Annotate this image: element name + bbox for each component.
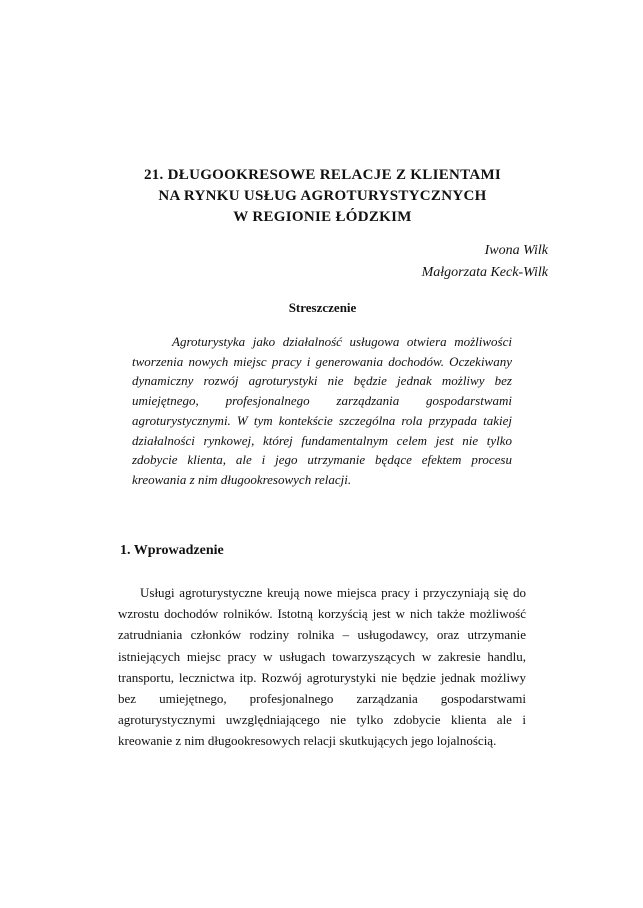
chapter-title-line-1: 21. DŁUGOOKRESOWE RELACJE Z KLIENTAMI: [143, 167, 502, 183]
section-heading: 1. Wprowadzenie: [120, 543, 224, 558]
abstract-heading: Streszczenie: [288, 300, 357, 315]
abstract-text: Agroturystyka jako działalność usługowa otwiera możliwości tworzenia nowych miejsc pracy i generowania dochodów. Oczekiwany dynamiczny rozwój agroturystyki nie będzie jednak możliwy bez umiejętnego, profesjonalnego zarządzania gospodarstwami agroturystycznymi. W tym kontekście szczególna rola przypada takiej działalności rynkowej, której fundamentalnym celem jest nie tylko zdobycie klienta, ale i jego utrzymanie będące efektem procesu kreowania z nim długookresowych relacji.: [132, 334, 512, 487]
chapter-title: [60, 165, 585, 228]
chapter-title-line-2: NA RYNKU USŁUG AGROTURYSTYCZNYCH: [158, 188, 487, 204]
section-paragraph: Usługi agroturystyczne kreują nowe miejsca pracy i przyczyniają się do wzrostu dochodów rolników. Istotną korzyścią jest w nich także możliwość zatrudniania członków rodziny rolnika – usługodawcy, oraz utrzymanie istniejących miejsc pracy w usługach towarzyszących w zakresie handlu, transportu, lecznictwa itp. Rozwój agroturystyki nie będzie jednak możliwy bez umiejętnego, profesjonalnego zarządzania gospodarstwami agroturystycznymi uwzględniającego nie tylko zdobycie klienta ale i kreowanie z nim długookresowych relacji skutkujących jego lojalnością.: [118, 585, 526, 749]
author-name: Małgorzata Keck-Wilk: [421, 265, 548, 280]
chapter-title-line-3: W REGIONIE ŁÓDZKIM: [233, 209, 412, 225]
author-list: [422, 240, 548, 284]
author-name: Iwona Wilk: [484, 243, 548, 258]
